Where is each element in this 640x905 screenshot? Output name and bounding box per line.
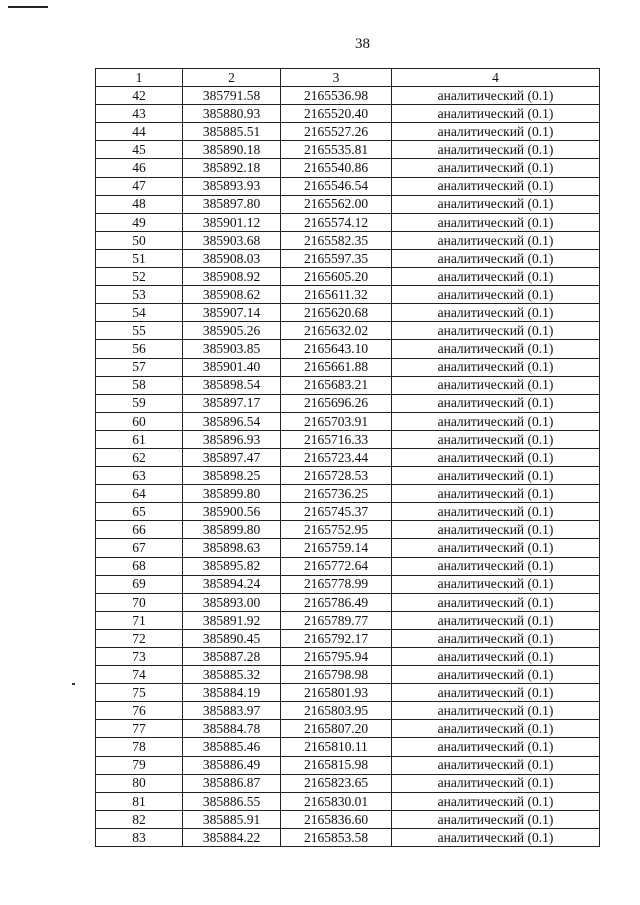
table-row (96, 268, 600, 286)
point-number-cell: 67 (96, 539, 183, 557)
method-cell: аналитический (0.1) (392, 611, 600, 629)
y-coordinate-cell: 2165798.98 (281, 666, 392, 684)
point-number-cell: 58 (96, 376, 183, 394)
table-row (96, 141, 600, 159)
method-cell: аналитический (0.1) (392, 648, 600, 666)
x-coordinate-cell: 385893.93 (183, 177, 281, 195)
x-coordinate-cell: 385886.87 (183, 774, 281, 792)
method-cell: аналитический (0.1) (392, 774, 600, 792)
table-row (96, 702, 600, 720)
y-coordinate-cell: 2165574.12 (281, 213, 392, 231)
method-cell: аналитический (0.1) (392, 720, 600, 738)
y-coordinate-cell: 2165562.00 (281, 195, 392, 213)
x-coordinate-cell: 385901.40 (183, 358, 281, 376)
method-cell: аналитический (0.1) (392, 485, 600, 503)
point-number-cell: 44 (96, 123, 183, 141)
coordinates-table (95, 68, 600, 847)
method-cell: аналитический (0.1) (392, 286, 600, 304)
y-coordinate-cell: 2165853.58 (281, 828, 392, 846)
x-coordinate-cell: 385895.82 (183, 557, 281, 575)
x-coordinate-cell: 385908.03 (183, 249, 281, 267)
x-coordinate-cell: 385891.92 (183, 611, 281, 629)
y-coordinate-cell: 2165752.95 (281, 521, 392, 539)
x-coordinate-cell: 385899.80 (183, 485, 281, 503)
column-header-4: 4 (392, 69, 600, 87)
point-number-cell: 65 (96, 503, 183, 521)
point-number-cell: 56 (96, 340, 183, 358)
method-cell: аналитический (0.1) (392, 792, 600, 810)
x-coordinate-cell: 385905.26 (183, 322, 281, 340)
x-coordinate-cell: 385903.85 (183, 340, 281, 358)
table-row (96, 358, 600, 376)
table-row (96, 448, 600, 466)
y-coordinate-cell: 2165536.98 (281, 87, 392, 105)
x-coordinate-cell: 385884.78 (183, 720, 281, 738)
x-coordinate-cell: 385908.92 (183, 268, 281, 286)
point-number-cell: 80 (96, 774, 183, 792)
x-coordinate-cell: 385886.55 (183, 792, 281, 810)
method-cell: аналитический (0.1) (392, 684, 600, 702)
table-row (96, 666, 600, 684)
point-number-cell: 47 (96, 177, 183, 195)
point-number-cell: 60 (96, 412, 183, 430)
x-coordinate-cell: 385886.49 (183, 756, 281, 774)
table-row (96, 105, 600, 123)
point-number-cell: 53 (96, 286, 183, 304)
point-number-cell: 66 (96, 521, 183, 539)
x-coordinate-cell: 385884.19 (183, 684, 281, 702)
table-row (96, 286, 600, 304)
x-coordinate-cell: 385907.14 (183, 304, 281, 322)
method-cell: аналитический (0.1) (392, 702, 600, 720)
table-row (96, 195, 600, 213)
method-cell: аналитический (0.1) (392, 448, 600, 466)
x-coordinate-cell: 385900.56 (183, 503, 281, 521)
y-coordinate-cell: 2165703.91 (281, 412, 392, 430)
point-number-cell: 43 (96, 105, 183, 123)
method-cell: аналитический (0.1) (392, 195, 600, 213)
table-row (96, 611, 600, 629)
point-number-cell: 54 (96, 304, 183, 322)
y-coordinate-cell: 2165823.65 (281, 774, 392, 792)
point-number-cell: 49 (96, 213, 183, 231)
method-cell: аналитический (0.1) (392, 430, 600, 448)
method-cell: аналитический (0.1) (392, 756, 600, 774)
method-cell: аналитический (0.1) (392, 358, 600, 376)
point-number-cell: 55 (96, 322, 183, 340)
method-cell: аналитический (0.1) (392, 828, 600, 846)
point-number-cell: 57 (96, 358, 183, 376)
method-cell: аналитический (0.1) (392, 231, 600, 249)
method-cell: аналитический (0.1) (392, 503, 600, 521)
table-row (96, 249, 600, 267)
x-coordinate-cell: 385898.63 (183, 539, 281, 557)
table-body (96, 87, 600, 847)
y-coordinate-cell: 2165683.21 (281, 376, 392, 394)
table-row (96, 322, 600, 340)
point-number-cell: 62 (96, 448, 183, 466)
table-row (96, 430, 600, 448)
point-number-cell: 81 (96, 792, 183, 810)
table-row (96, 539, 600, 557)
method-cell: аналитический (0.1) (392, 304, 600, 322)
y-coordinate-cell: 2165582.35 (281, 231, 392, 249)
table-row (96, 774, 600, 792)
table-row (96, 485, 600, 503)
table-row (96, 177, 600, 195)
x-coordinate-cell: 385908.62 (183, 286, 281, 304)
method-cell: аналитический (0.1) (392, 177, 600, 195)
table-row (96, 394, 600, 412)
point-number-cell: 68 (96, 557, 183, 575)
x-coordinate-cell: 385885.91 (183, 810, 281, 828)
scan-mark (8, 6, 48, 8)
point-number-cell: 82 (96, 810, 183, 828)
y-coordinate-cell: 2165546.54 (281, 177, 392, 195)
table-row (96, 503, 600, 521)
column-header-3: 3 (281, 69, 392, 87)
table-row (96, 159, 600, 177)
point-number-cell: 83 (96, 828, 183, 846)
table-row (96, 87, 600, 105)
y-coordinate-cell: 2165716.33 (281, 430, 392, 448)
y-coordinate-cell: 2165723.44 (281, 448, 392, 466)
table-row (96, 575, 600, 593)
x-coordinate-cell: 385898.54 (183, 376, 281, 394)
method-cell: аналитический (0.1) (392, 213, 600, 231)
table-row (96, 792, 600, 810)
point-number-cell: 61 (96, 430, 183, 448)
y-coordinate-cell: 2165597.35 (281, 249, 392, 267)
y-coordinate-cell: 2165632.02 (281, 322, 392, 340)
point-number-cell: 71 (96, 611, 183, 629)
y-coordinate-cell: 2165643.10 (281, 340, 392, 358)
y-coordinate-cell: 2165696.26 (281, 394, 392, 412)
method-cell: аналитический (0.1) (392, 340, 600, 358)
table-row (96, 213, 600, 231)
point-number-cell: 79 (96, 756, 183, 774)
y-coordinate-cell: 2165745.37 (281, 503, 392, 521)
y-coordinate-cell: 2165728.53 (281, 467, 392, 485)
y-coordinate-cell: 2165540.86 (281, 159, 392, 177)
method-cell: аналитический (0.1) (392, 412, 600, 430)
y-coordinate-cell: 2165803.95 (281, 702, 392, 720)
y-coordinate-cell: 2165789.77 (281, 611, 392, 629)
table-row (96, 629, 600, 647)
x-coordinate-cell: 385885.51 (183, 123, 281, 141)
y-coordinate-cell: 2165786.49 (281, 593, 392, 611)
x-coordinate-cell: 385885.46 (183, 738, 281, 756)
y-coordinate-cell: 2165810.11 (281, 738, 392, 756)
y-coordinate-cell: 2165620.68 (281, 304, 392, 322)
x-coordinate-cell: 385903.68 (183, 231, 281, 249)
x-coordinate-cell: 385880.93 (183, 105, 281, 123)
point-number-cell: 48 (96, 195, 183, 213)
x-coordinate-cell: 385883.97 (183, 702, 281, 720)
x-coordinate-cell: 385897.47 (183, 448, 281, 466)
y-coordinate-cell: 2165736.25 (281, 485, 392, 503)
table-row (96, 738, 600, 756)
method-cell: аналитический (0.1) (392, 810, 600, 828)
y-coordinate-cell: 2165830.01 (281, 792, 392, 810)
x-coordinate-cell: 385896.54 (183, 412, 281, 430)
x-coordinate-cell: 385885.32 (183, 666, 281, 684)
method-cell: аналитический (0.1) (392, 575, 600, 593)
method-cell: аналитический (0.1) (392, 629, 600, 647)
method-cell: аналитический (0.1) (392, 249, 600, 267)
table-row (96, 648, 600, 666)
y-coordinate-cell: 2165611.32 (281, 286, 392, 304)
x-coordinate-cell: 385899.80 (183, 521, 281, 539)
y-coordinate-cell: 2165527.26 (281, 123, 392, 141)
table-row (96, 231, 600, 249)
point-number-cell: 70 (96, 593, 183, 611)
point-number-cell: 52 (96, 268, 183, 286)
y-coordinate-cell: 2165807.20 (281, 720, 392, 738)
point-number-cell: 64 (96, 485, 183, 503)
table-row (96, 720, 600, 738)
table-row (96, 467, 600, 485)
point-number-cell: 69 (96, 575, 183, 593)
x-coordinate-cell: 385884.22 (183, 828, 281, 846)
table-row (96, 123, 600, 141)
method-cell: аналитический (0.1) (392, 539, 600, 557)
table-row (96, 376, 600, 394)
y-coordinate-cell: 2165772.64 (281, 557, 392, 575)
x-coordinate-cell: 385893.00 (183, 593, 281, 611)
table-row (96, 521, 600, 539)
scan-dot (72, 683, 75, 685)
point-number-cell: 45 (96, 141, 183, 159)
x-coordinate-cell: 385901.12 (183, 213, 281, 231)
method-cell: аналитический (0.1) (392, 322, 600, 340)
x-coordinate-cell: 385894.24 (183, 575, 281, 593)
table-header-row (96, 69, 600, 87)
point-number-cell: 78 (96, 738, 183, 756)
table-row (96, 810, 600, 828)
method-cell: аналитический (0.1) (392, 467, 600, 485)
table-row (96, 756, 600, 774)
point-number-cell: 51 (96, 249, 183, 267)
table-row (96, 593, 600, 611)
point-number-cell: 50 (96, 231, 183, 249)
method-cell: аналитический (0.1) (392, 123, 600, 141)
method-cell: аналитический (0.1) (392, 738, 600, 756)
y-coordinate-cell: 2165520.40 (281, 105, 392, 123)
y-coordinate-cell: 2165836.60 (281, 810, 392, 828)
method-cell: аналитический (0.1) (392, 268, 600, 286)
method-cell: аналитический (0.1) (392, 666, 600, 684)
table-row (96, 412, 600, 430)
method-cell: аналитический (0.1) (392, 141, 600, 159)
y-coordinate-cell: 2165605.20 (281, 268, 392, 286)
x-coordinate-cell: 385892.18 (183, 159, 281, 177)
point-number-cell: 75 (96, 684, 183, 702)
y-coordinate-cell: 2165535.81 (281, 141, 392, 159)
x-coordinate-cell: 385887.28 (183, 648, 281, 666)
table-row (96, 557, 600, 575)
x-coordinate-cell: 385791.58 (183, 87, 281, 105)
point-number-cell: 46 (96, 159, 183, 177)
method-cell: аналитический (0.1) (392, 87, 600, 105)
method-cell: аналитический (0.1) (392, 394, 600, 412)
point-number-cell: 76 (96, 702, 183, 720)
point-number-cell: 42 (96, 87, 183, 105)
y-coordinate-cell: 2165792.17 (281, 629, 392, 647)
table-row (96, 828, 600, 846)
table-row (96, 304, 600, 322)
y-coordinate-cell: 2165778.99 (281, 575, 392, 593)
method-cell: аналитический (0.1) (392, 105, 600, 123)
point-number-cell: 72 (96, 629, 183, 647)
point-number-cell: 59 (96, 394, 183, 412)
y-coordinate-cell: 2165801.93 (281, 684, 392, 702)
x-coordinate-cell: 385897.80 (183, 195, 281, 213)
x-coordinate-cell: 385897.17 (183, 394, 281, 412)
method-cell: аналитический (0.1) (392, 557, 600, 575)
y-coordinate-cell: 2165661.88 (281, 358, 392, 376)
column-header-1: 1 (96, 69, 183, 87)
table-header (96, 69, 600, 87)
method-cell: аналитический (0.1) (392, 593, 600, 611)
y-coordinate-cell: 2165815.98 (281, 756, 392, 774)
point-number-cell: 73 (96, 648, 183, 666)
y-coordinate-cell: 2165759.14 (281, 539, 392, 557)
method-cell: аналитический (0.1) (392, 521, 600, 539)
table-row (96, 340, 600, 358)
method-cell: аналитический (0.1) (392, 376, 600, 394)
table-row (96, 684, 600, 702)
point-number-cell: 63 (96, 467, 183, 485)
x-coordinate-cell: 385896.93 (183, 430, 281, 448)
page-number: 38 (355, 36, 370, 52)
method-cell: аналитический (0.1) (392, 159, 600, 177)
point-number-cell: 77 (96, 720, 183, 738)
x-coordinate-cell: 385890.18 (183, 141, 281, 159)
point-number-cell: 74 (96, 666, 183, 684)
column-header-2: 2 (183, 69, 281, 87)
y-coordinate-cell: 2165795.94 (281, 648, 392, 666)
x-coordinate-cell: 385890.45 (183, 629, 281, 647)
x-coordinate-cell: 385898.25 (183, 467, 281, 485)
